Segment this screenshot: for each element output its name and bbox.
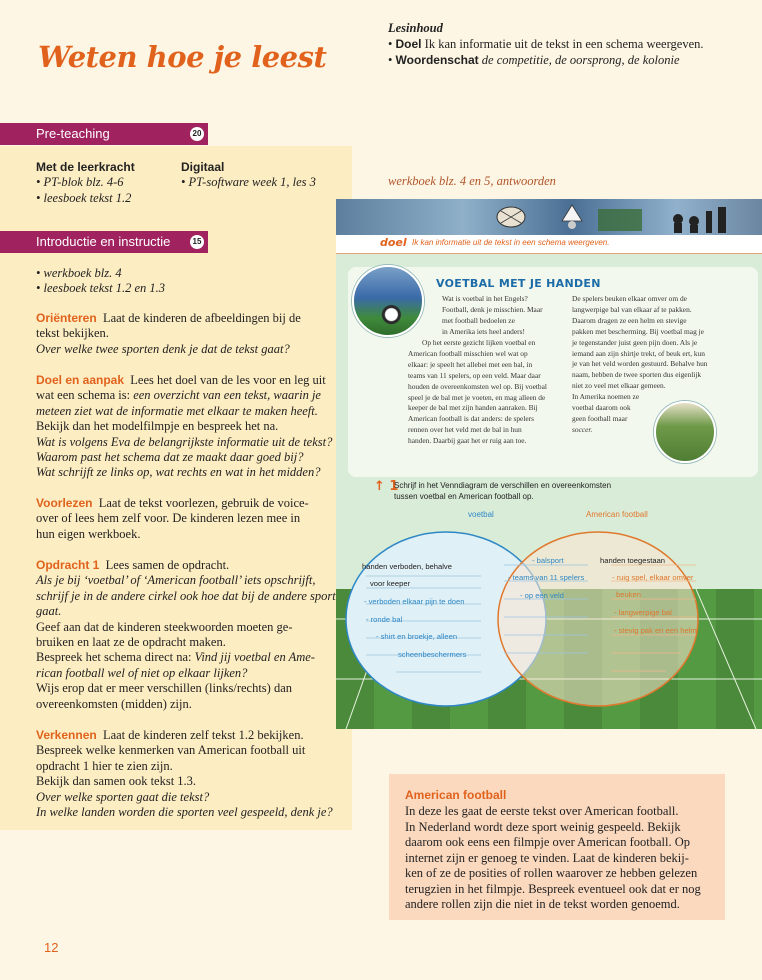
col2-head: Digitaal [181,160,225,174]
sports-icons [336,199,762,235]
doel-aanpak-section: Doel en aanpak Lees het doel van de les voor en leg uit wat een schema is: een overzicht van een tekst, waarin je meteen ziet wat de informatie met elkaar te maken heeft. Bekijk dan het modelfilmpje en bespreek het na. Wat is volgens Eva de belangrijkste informatie uit de tekst? Waarom past het schema dat ze maakt daar goed bij? Wat schrijft ze links op, wat rechts en wat in het midden? [36,373,333,480]
workbook-caption: werkboek blz. 4 en 5, antwoorden [388,174,556,188]
introductie-bar [0,231,208,253]
venn-left-label: voetbal [468,510,494,519]
story-col2: De spelers beuken elkaar omver om de langwerpige bal van elkaar af te pakken. Daarom dragen ze een helm en stevige pakken met bescherming. Bij voetbal mag je je tegenstander juist geen pijn doen. Als je iemand aan zijn shirtje trekt, of beuk ert, kun je van het veld worden gestuurd. Behalve hun naam, hebben de twee sporten dus eigenlijk niet zo veel met elkaar gemeen. In Amerika noemen ze voetbal daarom ook geen football maar soccer. [572,294,708,434]
answer-left: - shirt en broekje, alleen [376,632,458,641]
opdracht-section: Opdracht 1 Lees samen de opdracht. Als je bij ‘voetbal’ of ‘American football’ iets opschrijft, schrijf je in de andere cirkel ook hoe dat bij de andere sport gaat. Geef aan dat de kinderen steekwoorden moeten ge- bruiken en laat ze de opdracht maken. Bespreek het schema direct na: Vind jij voetbal en Ame- rican football wel of niet op elkaar lijken? Wijs erop dat er meer verschillen (links/rechts) dan overeenkomsten (midden) zijn. [36,558,336,711]
doel-bar [336,235,762,254]
answer-right: - stevig pak en een helm [614,626,697,635]
voorlezen-label: Voorlezen [36,496,93,510]
list-item: • leesboek tekst 1.2 [36,190,132,205]
lesinhoud-label: Doel [395,37,422,51]
answer-left: - ronde bal [366,615,403,624]
pre-teaching-label: Pre-teaching [36,126,110,141]
answer-left: - verboden elkaar pijn te doen [364,597,465,606]
answer-right: - ruig spel, elkaar omver [612,573,694,582]
workbook-page [336,199,762,729]
venn-right-circle [498,532,698,706]
doel-label: doel [380,236,407,249]
box-heading: American football [405,788,507,802]
doel-aanpak-label: Doel en aanpak [36,373,125,387]
answer-left: scheenbeschermers [398,650,467,659]
sports-banner [336,199,762,235]
pre-teaching-col2 [181,160,341,191]
lesinhoud-text: Ik kan informatie uit de tekst in een schema weergeven. [424,37,704,51]
answer-left: handen verboden, behalve [362,562,452,571]
task-text: Schrijf in het Venndiagram de verschillen en overeenkomsten tussen voetbal en American football op. [394,481,612,501]
task-number: ↑ 1 [374,479,399,494]
story-col1-a: Wat is voetbal in het Engels? Football, denk je misschien. Maar met football bedoelen ze in Amerika iets heel anders! [442,294,543,336]
time-badge-icon: 15 [190,235,204,249]
pre-teaching-col1 [36,160,176,206]
answer-right: - langwerpige bal [614,608,672,617]
story-col1-b: Op het eerste gezicht lijken voetbal en American football misschien wel wat op elkaar: je speelt het allebei met een bal, in teams van 11 spelers, op een veld. Maar daar houden de overeenkomsten wel op. Bij voetbal speel je de bal met je voeten, en mag alleen de keeper de bal met zijn handen aanraken. Bij American football is dat anders: de spelers rennen over het veld met de bal in hun handen. Daarbij gaat het er ruig aan toe. [408,338,547,446]
answer-middle: - teams van 11 spelers [508,573,585,582]
lesinhoud [388,20,748,68]
lesinhoud-heading: Lesinhoud [388,21,443,35]
answer-middle: - balsport [532,556,564,565]
introductie-label: Introductie en instructie [36,234,171,249]
story-title: VOETBAL MET JE HANDEN [436,277,601,290]
introductie-items [36,266,336,297]
opdracht-label: Opdracht 1 [36,558,100,572]
list-item: • PT-blok blz. 4-6 [36,175,124,190]
voorlezen-section: Voorlezen Laat de tekst voorlezen, gebruik de voice- over of lees hem zelf voor. De kinderen lezen mee in hun eigen werkboek. [36,496,309,541]
answer-right: beuken [616,590,641,599]
venn-right-label: American football [586,510,648,519]
col1-head: Met de leerkracht [36,160,135,174]
list-item: • werkboek blz. 4 [36,266,122,280]
venn-diagram [336,499,762,729]
verkennen-section: Verkennen Laat de kinderen zelf tekst 1.2 bekijken. Bespreek welke kenmerken van American football uit opdracht 1 hier te zien zijn. Bekijk dan samen ook tekst 1.3. Over welke sporten gaat die tekst? In welke landen worden die sporten veel gespeeld, denk je? [36,728,333,820]
lesinhoud-label: Woordenschat [395,53,479,67]
orienteren-section: Oriënteren Laat de kinderen de afbeeldingen bij de tekst bekijken. Over welke twee sporten denk je dat de tekst gaat? [36,311,301,356]
doel-text: Ik kan informatie uit de tekst in een schema weergeven. [412,238,610,247]
soccer-photo [352,265,424,337]
page-title: Weten hoe je leest [38,40,327,74]
pre-teaching-bar [0,123,208,145]
verkennen-label: Verkennen [36,728,97,742]
orienteren-label: Oriënteren [36,311,97,325]
american-football-box [389,774,725,920]
page-number: 12 [44,940,59,955]
lesinhoud-item: • Doel Ik kan informatie uit de tekst in een schema weergeven. [388,37,704,51]
time-badge-icon: 20 [190,127,204,141]
box-body: In deze les gaat de eerste tekst over American football. In Nederland wordt deze sport weinig gespeeld. Bekijk daarom ook eens een filmpje over American football. Op internet zijn er genoeg te vinden. Laat de kinderen bekij- ken of ze de posities of rollen waarover ze hebben gelezen terugzien in het filmpje. Bespreek eventueel ook dat er nog andere rollen zijn die niet in de tekst worden genoemd. [405,804,701,911]
lesinhoud-item: • Woordenschat de competitie, de oorsprong, de kolonie [388,53,680,67]
list-item: • leesboek tekst 1.2 en 1.3 [36,281,165,296]
list-item: • PT-software week 1, les 3 [181,175,316,190]
answer-left: voor keeper [370,579,411,588]
lesinhoud-text: de competitie, de oorsprong, de kolonie [481,53,680,67]
answer-middle: - op een veld [520,591,564,600]
answer-right: handen toegestaan [600,556,666,565]
football-photo [654,401,716,463]
